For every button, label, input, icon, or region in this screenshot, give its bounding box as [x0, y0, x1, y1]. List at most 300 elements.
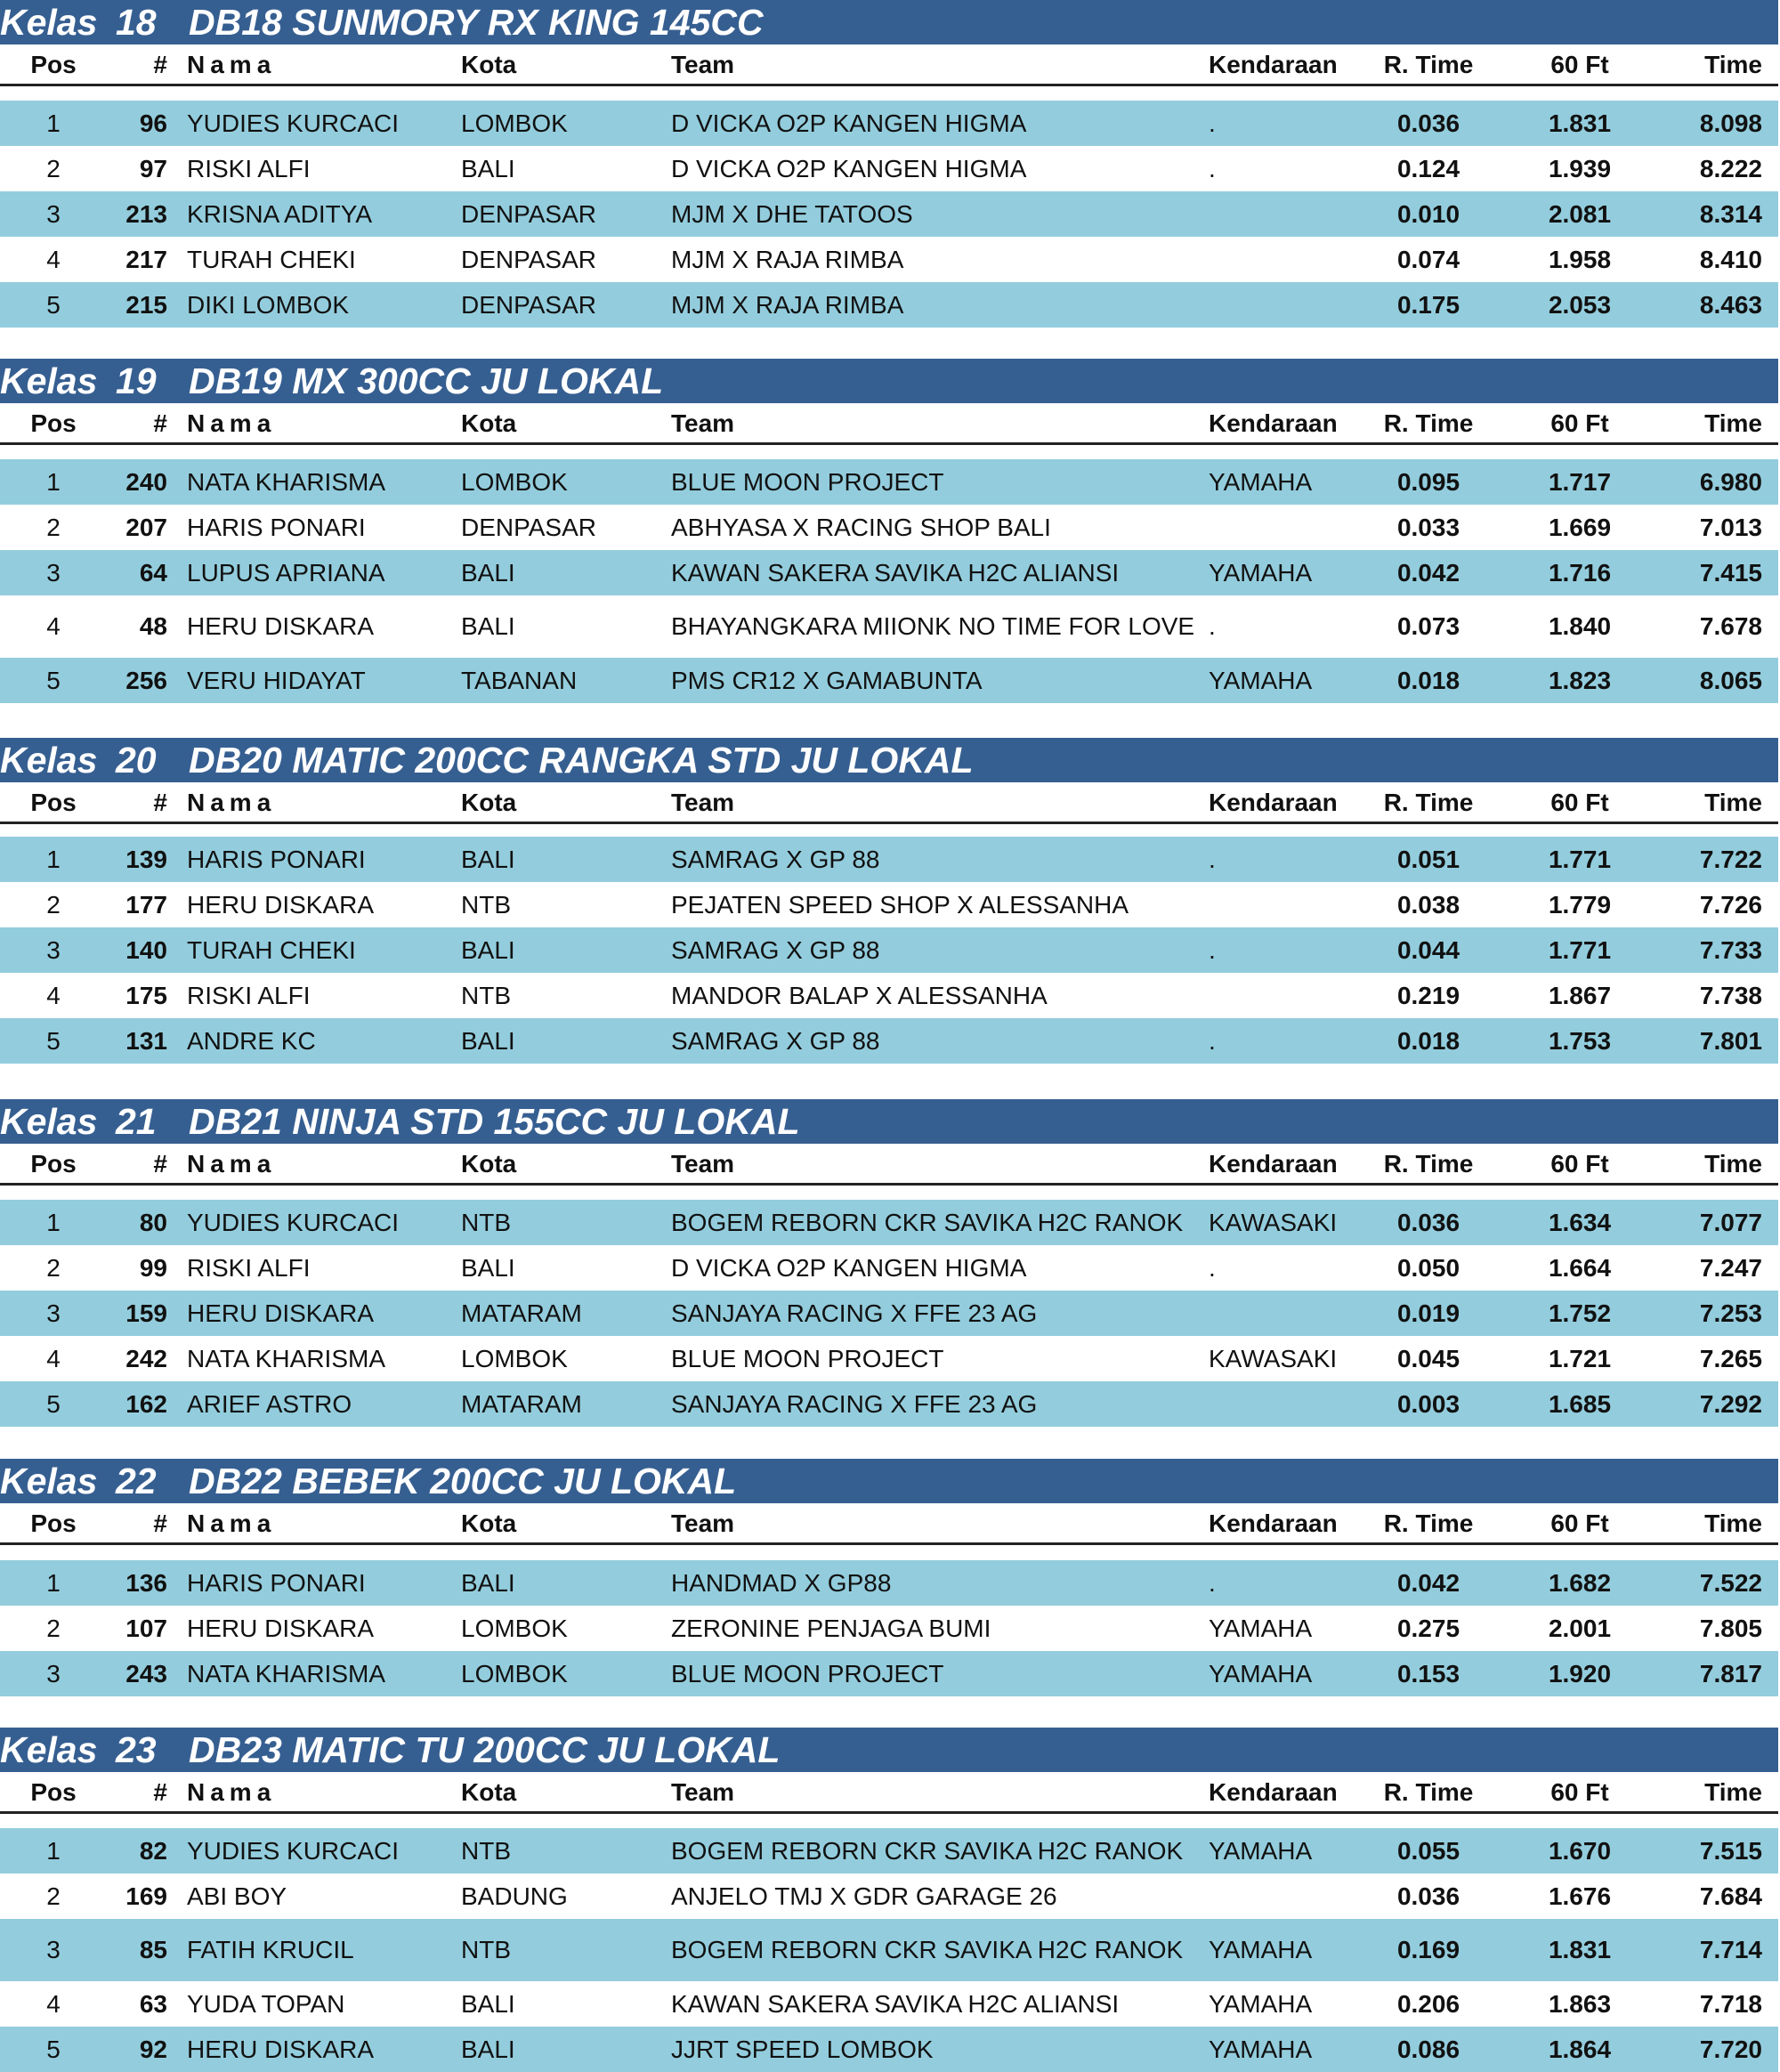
cell-vehicle: .: [1209, 154, 1216, 182]
cell-rider-number: 242: [125, 1344, 167, 1372]
cell-vehicle: .: [1209, 1568, 1216, 1597]
cell-team-name: SANJAYA RACING X FFE 23 AG: [671, 1299, 1038, 1327]
cell-sixty-ft-time: 2.053: [1548, 290, 1612, 319]
cell-vehicle: [1209, 505, 1360, 550]
header-position: Pos: [30, 1150, 77, 1178]
table-row: [0, 459, 1778, 505]
table-row: [0, 882, 1778, 927]
cell-rider-name: NATA KHARISMA: [187, 467, 386, 496]
cell-position: 1: [46, 467, 61, 496]
cell-sixty-ft-time: 1.831: [1548, 109, 1612, 137]
results-section: [0, 0, 1780, 328]
cell-rider-name: VERU HIDAYAT: [187, 666, 366, 694]
cell-city: LOMBOK: [461, 1344, 568, 1372]
header-sixty-ft-time: 60 Ft: [1550, 409, 1609, 437]
cell-rider-number: 82: [139, 1836, 167, 1865]
cell-position: 3: [46, 199, 61, 228]
cell-city: BALI: [461, 1989, 515, 2018]
kelas-label: Kelas: [0, 1101, 98, 1142]
cell-reaction-time: 0.036: [1396, 1208, 1460, 1236]
table-header: [0, 46, 1778, 86]
cell-finish-time: 7.738: [1699, 981, 1762, 1009]
cell-position: 1: [46, 845, 61, 873]
table-row: [0, 1919, 1778, 1981]
header-rider-number: #: [153, 789, 167, 816]
cell-team-name: D VICKA O2P KANGEN HIGMA: [671, 109, 1027, 137]
cell-team-name: MJM X RAJA RIMBA: [671, 290, 904, 319]
cell-team-name: MJM X RAJA RIMBA: [671, 245, 904, 273]
cell-rider-name: RISKI ALFI: [187, 1253, 311, 1282]
cell-reaction-time: 0.019: [1396, 1299, 1460, 1327]
class-name: DB23 MATIC TU 200CC JU LOKAL: [189, 1729, 781, 1770]
table-row: [0, 1874, 1778, 1919]
table-row: [0, 1828, 1778, 1874]
cell-position: 3: [46, 558, 61, 587]
cell-team-name: BHAYANGKARA MIIONK NO TIME FOR LOVE: [671, 612, 1195, 640]
header-city: Kota: [461, 789, 517, 816]
header-rider-number: #: [153, 409, 167, 437]
cell-vehicle: [1209, 237, 1360, 282]
cell-city: BALI: [461, 845, 515, 873]
cell-vehicle: [1209, 1874, 1360, 1919]
cell-vehicle: .: [1209, 109, 1216, 137]
cell-reaction-time: 0.169: [1396, 1936, 1460, 1963]
cell-team-name: SAMRAG X GP 88: [671, 845, 880, 873]
header-reaction-time: R. Time: [1383, 1509, 1474, 1537]
header-rider-name: Nama: [187, 1509, 277, 1537]
cell-city: MATARAM: [461, 1389, 582, 1418]
cell-city: DENPASAR: [461, 513, 596, 541]
cell-city: BALI: [461, 1253, 515, 1282]
table-header: [0, 1505, 1778, 1545]
header-rider-name: Nama: [187, 1150, 277, 1178]
table-row: [0, 282, 1778, 328]
class-name: DB20 MATIC 200CC RANGKA STD JU LOKAL: [189, 740, 974, 781]
cell-city: DENPASAR: [461, 290, 596, 319]
cell-reaction-time: 0.275: [1396, 1614, 1460, 1642]
kelas-number: 18: [116, 2, 157, 43]
cell-vehicle: YAMAHA: [1209, 1836, 1313, 1865]
header-finish-time: Time: [1704, 409, 1762, 437]
cell-finish-time: 7.247: [1699, 1253, 1762, 1282]
cell-rider-number: 240: [125, 467, 167, 496]
cell-reaction-time: 0.042: [1396, 1568, 1460, 1597]
cell-position: 1: [46, 1568, 61, 1597]
cell-vehicle: [1209, 882, 1360, 927]
cell-vehicle: YAMAHA: [1209, 1659, 1313, 1688]
cell-rider-name: TURAH CHEKI: [187, 245, 356, 273]
cell-rider-name: HARIS PONARI: [187, 513, 366, 541]
cell-team-name: BOGEM REBORN CKR SAVIKA H2C RANOK: [671, 1208, 1184, 1236]
cell-sixty-ft-time: 1.771: [1548, 935, 1612, 964]
cell-team-name: BOGEM REBORN CKR SAVIKA H2C RANOK: [671, 1936, 1184, 1963]
cell-rider-name: HARIS PONARI: [187, 845, 366, 873]
kelas-label: Kelas: [0, 360, 98, 401]
header-vehicle: Kendaraan: [1209, 1150, 1338, 1178]
cell-sixty-ft-time: 1.863: [1548, 1989, 1612, 2018]
cell-position: 2: [46, 1882, 61, 1910]
table-row: [0, 101, 1778, 146]
cell-finish-time: 7.733: [1699, 935, 1762, 964]
header-reaction-time: R. Time: [1383, 789, 1474, 816]
cell-position: 5: [46, 1026, 61, 1055]
cell-rider-number: 213: [125, 199, 167, 228]
cell-rider-number: 99: [139, 1253, 167, 1282]
cell-rider-number: 243: [125, 1659, 167, 1688]
cell-finish-time: 7.714: [1699, 1936, 1762, 1963]
cell-rider-number: 85: [139, 1936, 167, 1963]
cell-sixty-ft-time: 1.831: [1548, 1936, 1612, 1963]
cell-rider-name: YUDIES KURCACI: [187, 1208, 400, 1236]
cell-rider-name: HARIS PONARI: [187, 1568, 366, 1597]
table-row: [0, 550, 1778, 595]
cell-reaction-time: 0.038: [1396, 890, 1460, 919]
header-team-name: Team: [671, 1778, 735, 1806]
cell-position: 2: [46, 154, 61, 182]
cell-finish-time: 7.678: [1699, 612, 1762, 640]
cell-city: LOMBOK: [461, 467, 568, 496]
cell-reaction-time: 0.153: [1396, 1659, 1460, 1688]
header-team-name: Team: [671, 789, 735, 816]
table-header: [0, 1145, 1778, 1186]
cell-rider-name: DIKI LOMBOK: [187, 290, 350, 319]
header-reaction-time: R. Time: [1383, 1778, 1474, 1806]
cell-rider-number: 215: [125, 290, 167, 319]
cell-rider-name: HERU DISKARA: [187, 890, 375, 919]
cell-rider-number: 131: [125, 1026, 167, 1055]
cell-sixty-ft-time: 1.753: [1548, 1026, 1612, 1055]
cell-vehicle: YAMAHA: [1209, 666, 1313, 694]
cell-finish-time: 8.222: [1699, 154, 1762, 182]
cell-vehicle: [1209, 1381, 1360, 1427]
cell-sixty-ft-time: 2.081: [1548, 199, 1612, 228]
cell-team-name: SANJAYA RACING X FFE 23 AG: [671, 1389, 1038, 1418]
kelas-number: 19: [116, 360, 157, 401]
table-row: [0, 1606, 1778, 1651]
header-sixty-ft-time: 60 Ft: [1550, 789, 1609, 816]
cell-team-name: HANDMAD X GP88: [671, 1568, 892, 1597]
header-vehicle: Kendaraan: [1209, 1509, 1338, 1537]
table-row: [0, 191, 1778, 237]
cell-reaction-time: 0.018: [1396, 666, 1460, 694]
cell-reaction-time: 0.050: [1396, 1253, 1460, 1282]
results-section: [0, 738, 1780, 1064]
cell-finish-time: 7.253: [1699, 1299, 1762, 1327]
cell-position: 5: [46, 2035, 61, 2063]
cell-position: 5: [46, 666, 61, 694]
class-title-bar: [0, 1728, 1778, 1772]
cell-rider-name: TURAH CHEKI: [187, 935, 356, 964]
cell-sixty-ft-time: 1.670: [1548, 1836, 1612, 1865]
header-team-name: Team: [671, 409, 735, 437]
cell-city: LOMBOK: [461, 1659, 568, 1688]
table-row: [0, 1200, 1778, 1245]
header-sixty-ft-time: 60 Ft: [1550, 51, 1609, 78]
cell-vehicle: YAMAHA: [1209, 1614, 1313, 1642]
cell-position: 2: [46, 890, 61, 919]
table-row: [0, 146, 1778, 191]
header-position: Pos: [30, 1778, 77, 1806]
cell-vehicle: .: [1209, 612, 1216, 640]
cell-vehicle: KAWASAKI: [1209, 1344, 1338, 1372]
cell-sixty-ft-time: 1.840: [1548, 612, 1612, 640]
cell-team-name: BLUE MOON PROJECT: [671, 467, 944, 496]
cell-reaction-time: 0.095: [1396, 467, 1460, 496]
cell-rider-number: 169: [125, 1882, 167, 1910]
table-row: [0, 1381, 1778, 1427]
cell-rider-name: HERU DISKARA: [187, 1299, 375, 1327]
cell-reaction-time: 0.033: [1396, 513, 1460, 541]
header-city: Kota: [461, 1150, 517, 1178]
cell-position: 4: [46, 245, 61, 273]
kelas-label: Kelas: [0, 2, 98, 43]
cell-team-name: KAWAN SAKERA SAVIKA H2C ALIANSI: [671, 558, 1120, 587]
cell-sixty-ft-time: 1.864: [1548, 2035, 1612, 2063]
cell-rider-name: ANDRE KC: [187, 1026, 316, 1055]
cell-team-name: JJRT SPEED LOMBOK: [671, 2035, 934, 2063]
cell-rider-number: 175: [125, 981, 167, 1009]
header-rider-number: #: [153, 1509, 167, 1537]
cell-city: TABANAN: [461, 666, 578, 694]
cell-team-name: ABHYASA X RACING SHOP BALI: [671, 513, 1051, 541]
cell-finish-time: 8.463: [1699, 290, 1762, 319]
cell-city: NTB: [461, 1936, 511, 1963]
table-row: [0, 973, 1778, 1018]
cell-team-name: PMS CR12 X GAMABUNTA: [671, 666, 983, 694]
header-finish-time: Time: [1704, 51, 1762, 78]
cell-position: 3: [46, 1659, 61, 1688]
cell-reaction-time: 0.010: [1396, 199, 1460, 228]
cell-vehicle: YAMAHA: [1209, 1989, 1313, 2018]
cell-finish-time: 7.515: [1699, 1836, 1762, 1865]
header-city: Kota: [461, 1778, 517, 1806]
cell-city: NTB: [461, 1208, 511, 1236]
class-name: DB19 MX 300CC JU LOKAL: [189, 360, 664, 401]
cell-finish-time: 7.522: [1699, 1568, 1762, 1597]
cell-finish-time: 6.980: [1699, 467, 1762, 496]
table-row: [0, 1018, 1778, 1064]
cell-reaction-time: 0.124: [1396, 154, 1460, 182]
table-row: [0, 505, 1778, 550]
class-title-bar: [0, 0, 1778, 45]
cell-city: BALI: [461, 2035, 515, 2063]
table-row: [0, 1245, 1778, 1291]
header-rider-name: Nama: [187, 409, 277, 437]
cell-team-name: ANJELO TMJ X GDR GARAGE 26: [671, 1882, 1057, 1910]
cell-city: MATARAM: [461, 1299, 582, 1327]
header-position: Pos: [30, 789, 77, 816]
header-sixty-ft-time: 60 Ft: [1550, 1509, 1609, 1537]
cell-city: LOMBOK: [461, 109, 568, 137]
cell-position: 4: [46, 981, 61, 1009]
cell-finish-time: 7.801: [1699, 1026, 1762, 1055]
cell-sixty-ft-time: 2.001: [1548, 1614, 1612, 1642]
cell-rider-number: 217: [125, 245, 167, 273]
header-rider-number: #: [153, 51, 167, 78]
cell-rider-number: 63: [139, 1989, 167, 2018]
cell-rider-number: 256: [125, 666, 167, 694]
cell-rider-name: RISKI ALFI: [187, 154, 311, 182]
class-name: DB21 NINJA STD 155CC JU LOKAL: [189, 1101, 800, 1142]
cell-position: 2: [46, 1614, 61, 1642]
kelas-label: Kelas: [0, 1461, 98, 1501]
header-sixty-ft-time: 60 Ft: [1550, 1778, 1609, 1806]
header-team-name: Team: [671, 1509, 735, 1537]
results-section: [0, 359, 1780, 703]
cell-finish-time: 8.410: [1699, 245, 1762, 273]
cell-position: 4: [46, 612, 61, 640]
table-row: [0, 1291, 1778, 1336]
header-city: Kota: [461, 409, 517, 437]
cell-city: NTB: [461, 1836, 511, 1865]
table-row: [0, 658, 1778, 703]
cell-vehicle: [1209, 1291, 1360, 1336]
header-rider-name: Nama: [187, 1778, 277, 1806]
cell-vehicle: YAMAHA: [1209, 467, 1313, 496]
cell-team-name: ZERONINE PENJAGA BUMI: [671, 1614, 991, 1642]
cell-rider-number: 139: [125, 845, 167, 873]
cell-reaction-time: 0.051: [1396, 845, 1460, 873]
cell-team-name: MANDOR BALAP X ALESSANHA: [671, 981, 1048, 1009]
results-section: [0, 1459, 1780, 1696]
cell-sixty-ft-time: 1.664: [1548, 1253, 1612, 1282]
cell-finish-time: 7.077: [1699, 1208, 1762, 1236]
cell-sixty-ft-time: 1.779: [1548, 890, 1612, 919]
cell-position: 3: [46, 1299, 61, 1327]
cell-city: NTB: [461, 981, 511, 1009]
cell-position: 5: [46, 1389, 61, 1418]
cell-rider-number: 80: [139, 1208, 167, 1236]
cell-position: 3: [46, 935, 61, 964]
cell-reaction-time: 0.036: [1396, 1882, 1460, 1910]
cell-reaction-time: 0.045: [1396, 1344, 1460, 1372]
header-team-name: Team: [671, 1150, 735, 1178]
cell-reaction-time: 0.036: [1396, 109, 1460, 137]
cell-rider-name: HERU DISKARA: [187, 612, 375, 640]
cell-rider-name: LUPUS APRIANA: [187, 558, 385, 587]
table-row: [0, 1651, 1778, 1696]
cell-finish-time: 7.805: [1699, 1614, 1762, 1642]
cell-city: BADUNG: [461, 1882, 568, 1910]
cell-rider-number: 140: [125, 935, 167, 964]
cell-finish-time: 7.718: [1699, 1989, 1762, 2018]
header-rider-number: #: [153, 1778, 167, 1806]
cell-sixty-ft-time: 1.682: [1548, 1568, 1612, 1597]
header-position: Pos: [30, 409, 77, 437]
cell-sixty-ft-time: 1.823: [1548, 666, 1612, 694]
cell-city: DENPASAR: [461, 199, 596, 228]
cell-reaction-time: 0.175: [1396, 290, 1460, 319]
class-name: DB18 SUNMORY RX KING 145CC: [189, 2, 764, 43]
cell-city: BALI: [461, 1026, 515, 1055]
cell-sixty-ft-time: 1.771: [1548, 845, 1612, 873]
cell-team-name: BOGEM REBORN CKR SAVIKA H2C RANOK: [671, 1836, 1184, 1865]
cell-vehicle: .: [1209, 845, 1216, 873]
cell-rider-number: 162: [125, 1389, 167, 1418]
cell-finish-time: 7.817: [1699, 1659, 1762, 1688]
header-rider-number: #: [153, 1150, 167, 1178]
cell-finish-time: 7.726: [1699, 890, 1762, 919]
cell-rider-name: ABI BOY: [187, 1882, 287, 1910]
header-sixty-ft-time: 60 Ft: [1550, 1150, 1609, 1178]
cell-city: NTB: [461, 890, 511, 919]
table-row: [0, 927, 1778, 973]
cell-sixty-ft-time: 1.634: [1548, 1208, 1612, 1236]
cell-position: 2: [46, 513, 61, 541]
table-header: [0, 784, 1778, 824]
cell-vehicle: [1209, 973, 1360, 1018]
header-city: Kota: [461, 1509, 517, 1537]
header-finish-time: Time: [1704, 1509, 1762, 1537]
cell-reaction-time: 0.003: [1396, 1389, 1460, 1418]
table-row: [0, 2027, 1778, 2072]
kelas-number: 23: [116, 1729, 157, 1770]
cell-team-name: KAWAN SAKERA SAVIKA H2C ALIANSI: [671, 1989, 1120, 2018]
cell-city: BALI: [461, 154, 515, 182]
cell-reaction-time: 0.044: [1396, 935, 1460, 964]
cell-vehicle: .: [1209, 935, 1216, 964]
header-finish-time: Time: [1704, 1778, 1762, 1806]
cell-rider-number: 107: [125, 1614, 167, 1642]
table-row: [0, 237, 1778, 282]
cell-team-name: SAMRAG X GP 88: [671, 1026, 880, 1055]
cell-reaction-time: 0.073: [1396, 612, 1460, 640]
cell-position: 5: [46, 290, 61, 319]
cell-rider-number: 159: [125, 1299, 167, 1327]
cell-rider-name: NATA KHARISMA: [187, 1659, 386, 1688]
cell-reaction-time: 0.086: [1396, 2035, 1460, 2063]
cell-rider-number: 207: [125, 513, 167, 541]
cell-rider-number: 64: [139, 558, 167, 587]
cell-vehicle: .: [1209, 1253, 1216, 1282]
cell-finish-time: 7.722: [1699, 845, 1762, 873]
cell-vehicle: [1209, 282, 1360, 328]
kelas-label: Kelas: [0, 740, 98, 781]
class-title-bar: [0, 738, 1778, 782]
cell-city: BALI: [461, 612, 515, 640]
cell-position: 2: [46, 1253, 61, 1282]
cell-sixty-ft-time: 1.676: [1548, 1882, 1612, 1910]
cell-sixty-ft-time: 1.867: [1548, 981, 1612, 1009]
cell-city: BALI: [461, 558, 515, 587]
cell-rider-name: HERU DISKARA: [187, 2035, 375, 2063]
header-reaction-time: R. Time: [1383, 51, 1474, 78]
header-finish-time: Time: [1704, 1150, 1762, 1178]
cell-rider-name: RISKI ALFI: [187, 981, 311, 1009]
cell-position: 1: [46, 109, 61, 137]
cell-finish-time: 7.292: [1699, 1389, 1762, 1418]
cell-rider-number: 92: [139, 2035, 167, 2063]
cell-sixty-ft-time: 1.669: [1548, 513, 1612, 541]
cell-rider-name: YUDIES KURCACI: [187, 1836, 400, 1865]
class-title-bar: [0, 359, 1778, 403]
cell-reaction-time: 0.206: [1396, 1989, 1460, 2018]
cell-sixty-ft-time: 1.752: [1548, 1299, 1612, 1327]
header-vehicle: Kendaraan: [1209, 409, 1338, 437]
cell-team-name: BLUE MOON PROJECT: [671, 1344, 944, 1372]
table-header: [0, 405, 1778, 445]
results-section: [0, 1728, 1780, 2072]
table-row: [0, 837, 1778, 882]
kelas-number: 22: [116, 1461, 157, 1501]
cell-sixty-ft-time: 1.958: [1548, 245, 1612, 273]
cell-finish-time: 7.415: [1699, 558, 1762, 587]
kelas-number: 21: [116, 1101, 157, 1142]
cell-vehicle: YAMAHA: [1209, 2035, 1313, 2063]
cell-sixty-ft-time: 1.721: [1548, 1344, 1612, 1372]
cell-reaction-time: 0.018: [1396, 1026, 1460, 1055]
cell-vehicle: [1209, 191, 1360, 237]
